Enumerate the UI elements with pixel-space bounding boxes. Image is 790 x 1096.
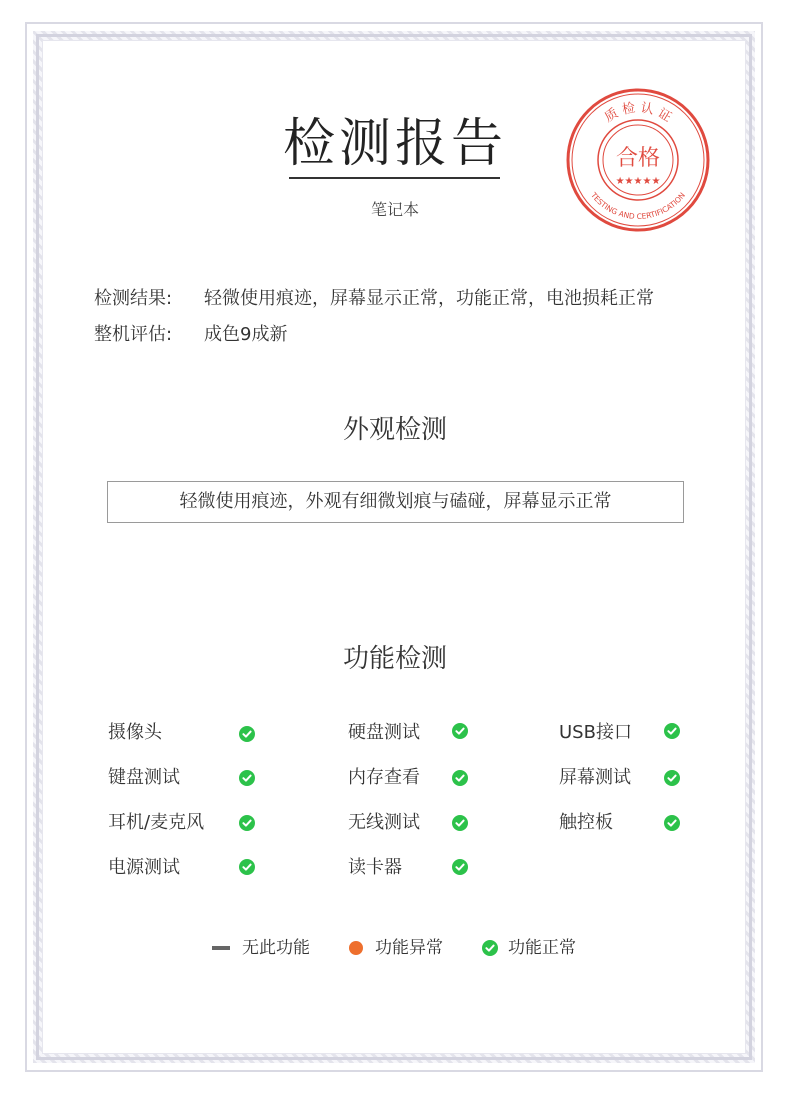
- legend-normal-label: 功能正常: [508, 938, 576, 958]
- summary-evaluation-row: [94, 320, 287, 346]
- legend-none-label: 无此功能: [242, 938, 310, 958]
- check-circle-icon: [239, 815, 255, 831]
- summary-result-row: [94, 284, 654, 310]
- function-item-label: 耳机/麦克风: [108, 812, 205, 833]
- certification-stamp-icon: [563, 85, 713, 235]
- check-circle-icon: [452, 723, 468, 739]
- function-item-label: 键盘测试: [108, 767, 180, 788]
- function-item-label: 硬盘测试: [348, 722, 420, 743]
- report-title: 检测报告: [282, 114, 507, 174]
- appearance-description-box: 轻微使用痕迹，外观有细微划痕与磕碰，屏幕显示正常: [107, 481, 684, 523]
- function-item-label: 内存查看: [348, 767, 420, 788]
- check-circle-icon: [239, 859, 255, 875]
- check-circle-icon: [452, 770, 468, 786]
- title-underline: [289, 177, 500, 179]
- stamp-stars: ★★★★★: [615, 176, 661, 187]
- function-item-label: 电源测试: [108, 857, 180, 878]
- legend-abnormal-label: 功能异常: [375, 938, 443, 958]
- check-circle-icon: [664, 723, 680, 739]
- function-item-label: 无线测试: [348, 812, 420, 833]
- appearance-section-title: 外观检测: [342, 415, 447, 445]
- check-circle-icon: [452, 859, 468, 875]
- report-subtitle: 笔记本: [370, 200, 419, 219]
- check-circle-icon: [482, 940, 498, 956]
- function-item-label: 触控板: [559, 812, 613, 833]
- check-circle-icon: [452, 815, 468, 831]
- function-item-label: 读卡器: [348, 857, 402, 878]
- summary-result-value: 轻微使用痕迹，屏幕显示正常，功能正常，电池损耗正常: [204, 288, 654, 309]
- function-item-label: 屏幕测试: [559, 767, 631, 788]
- check-circle-icon: [239, 770, 255, 786]
- check-circle-icon: [664, 770, 680, 786]
- function-section-title: 功能检测: [342, 644, 447, 674]
- check-circle-icon: [239, 726, 255, 742]
- stamp-bottom-text: TESTING AND CERTIFICATION: [589, 190, 687, 222]
- stamp-center-text: 合格: [615, 146, 661, 171]
- summary-evaluation-label: 整机评估:: [94, 324, 173, 345]
- orange-dot-icon: [349, 941, 363, 955]
- summary-evaluation-value: 成色9成新: [204, 324, 288, 345]
- status-legend: [0, 936, 790, 960]
- check-circle-icon: [664, 815, 680, 831]
- summary-result-label: 检测结果:: [94, 288, 173, 309]
- function-item-label: 摄像头: [108, 722, 162, 743]
- dash-icon: [212, 946, 230, 950]
- stamp-top-text: 质 检 认 证: [602, 100, 674, 126]
- function-item-label: USB接口: [559, 722, 632, 743]
